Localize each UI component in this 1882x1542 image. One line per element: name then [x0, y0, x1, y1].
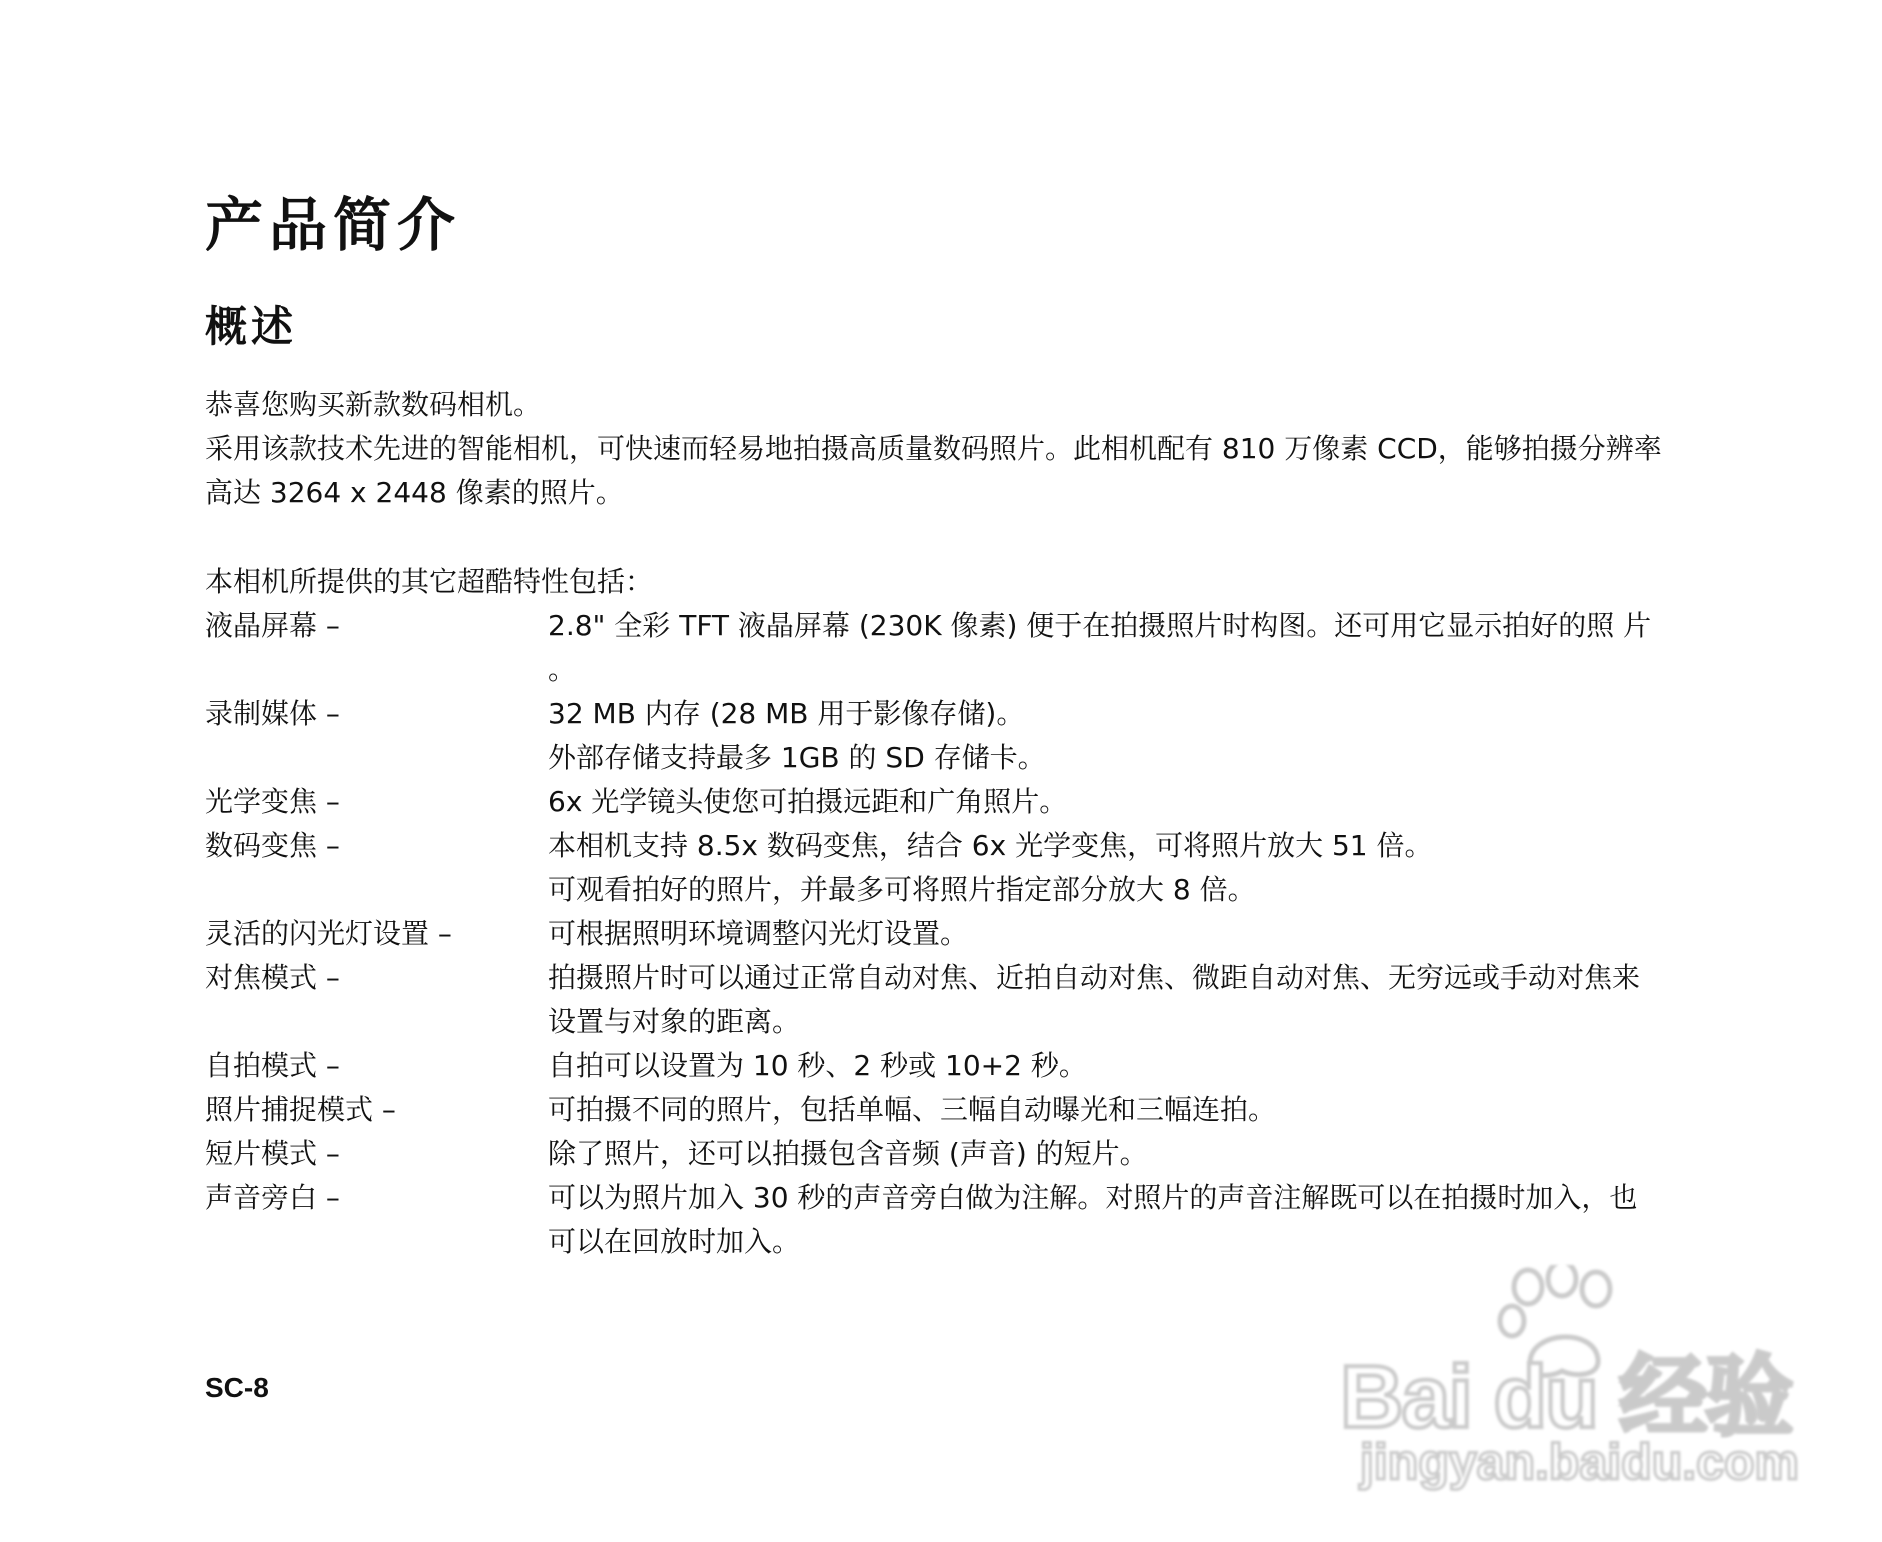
feature-description	[548, 780, 1665, 824]
intro-text	[205, 383, 1665, 515]
feature-description-line: 可观看拍好的照片，并最多可将照片指定部分放大 8 倍。	[548, 873, 1256, 906]
feature-description-line: 本相机支持 8.5x 数码变焦，结合 6x 光学变焦，可将照片放大 51 倍。	[548, 829, 1433, 862]
feature-term: 灵活的闪光灯设置 –	[205, 917, 452, 950]
feature-flash	[205, 912, 1665, 956]
feature-optical-zoom	[205, 780, 1665, 824]
feature-term: 液晶屏幕 –	[205, 609, 340, 642]
feature-description-line: 除了照片，还可以拍摄包含音频 (声音) 的短片。	[548, 1137, 1148, 1170]
page-number: SC-8	[205, 1372, 269, 1403]
intro-line-2: 采用该款技术先进的智能相机，可快速而轻易地拍摄高质量数码照片。此相机配有 810 万像素 CCD，能够拍摄分辨率高达 3264 x 2448 像素的照片。	[205, 432, 1662, 509]
feature-description-line: 6x 光学镜头使您可拍摄远距和广角照片。	[548, 785, 1068, 818]
feature-term: 短片模式 –	[205, 1137, 340, 1170]
feature-term: 自拍模式 –	[205, 1049, 340, 1082]
feature-description	[548, 1176, 1665, 1264]
feature-description	[548, 1088, 1665, 1132]
watermark-brand: Bai du 经验	[1340, 1347, 1792, 1446]
feature-self-timer	[205, 1044, 1665, 1088]
feature-description	[548, 912, 1665, 956]
feature-term: 对焦模式 –	[205, 961, 340, 994]
feature-description	[548, 956, 1665, 1044]
feature-description-line: 32 MB 内存 (28 MB 用于影像存储)。	[548, 697, 1025, 730]
intro-line-1: 恭喜您购买新款数码相机。	[205, 388, 542, 421]
feature-term: 声音旁白 –	[205, 1181, 340, 1214]
feature-description	[548, 1132, 1665, 1176]
feature-description-line: 可根据照明环境调整闪光灯设置。	[548, 917, 969, 950]
feature-description-line: 自拍可以设置为 10 秒、2 秒或 10+2 秒。	[548, 1049, 1087, 1082]
feature-movie-mode	[205, 1132, 1665, 1176]
feature-term: 照片捕捉模式 –	[205, 1093, 396, 1126]
feature-recording-media	[205, 692, 1665, 780]
feature-term: 光学变焦 –	[205, 785, 340, 818]
page-title: 产品简介	[205, 191, 462, 259]
feature-description	[548, 1044, 1665, 1088]
watermark-site: jingyan.baidu.com	[1360, 1434, 1799, 1490]
feature-description-line: 可拍摄不同的照片，包括单幅、三幅自动曝光和三幅连拍。	[548, 1093, 1277, 1126]
feature-term: 数码变焦 –	[205, 829, 340, 862]
feature-description	[548, 604, 1665, 692]
feature-capture-mode	[205, 1088, 1665, 1132]
feature-digital-zoom	[205, 824, 1665, 912]
feature-description-line: 可以为照片加入 30 秒的声音旁白做为注解。对照片的声音注解既可以在拍摄时加入，也可以在回放时加入。	[548, 1181, 1638, 1258]
feature-lcd	[205, 604, 1665, 692]
feature-list	[205, 604, 1665, 1264]
features-intro: 本相机所提供的其它超酷特性包括：	[205, 565, 654, 598]
feature-description	[548, 824, 1665, 912]
feature-term: 录制媒体 –	[205, 697, 340, 730]
feature-description	[548, 692, 1665, 780]
feature-description-line: 拍摄照片时可以通过正常自动对焦、近拍自动对焦、微距自动对焦、无穷远或手动对焦来设置与对象的距离。	[548, 961, 1641, 1038]
feature-description-line: 外部存储支持最多 1GB 的 SD 存储卡。	[548, 741, 1046, 774]
section-title: 概述	[205, 302, 298, 351]
feature-voice-memo	[205, 1176, 1665, 1264]
feature-description-line: 2.8" 全彩 TFT 液晶屏幕 (230K 像素) 便于在拍摄照片时构图。还可用它显示拍好的照 片 。	[548, 609, 1652, 686]
baidu-jingyan-watermark	[1340, 1265, 1799, 1495]
feature-focus-mode	[205, 956, 1665, 1044]
